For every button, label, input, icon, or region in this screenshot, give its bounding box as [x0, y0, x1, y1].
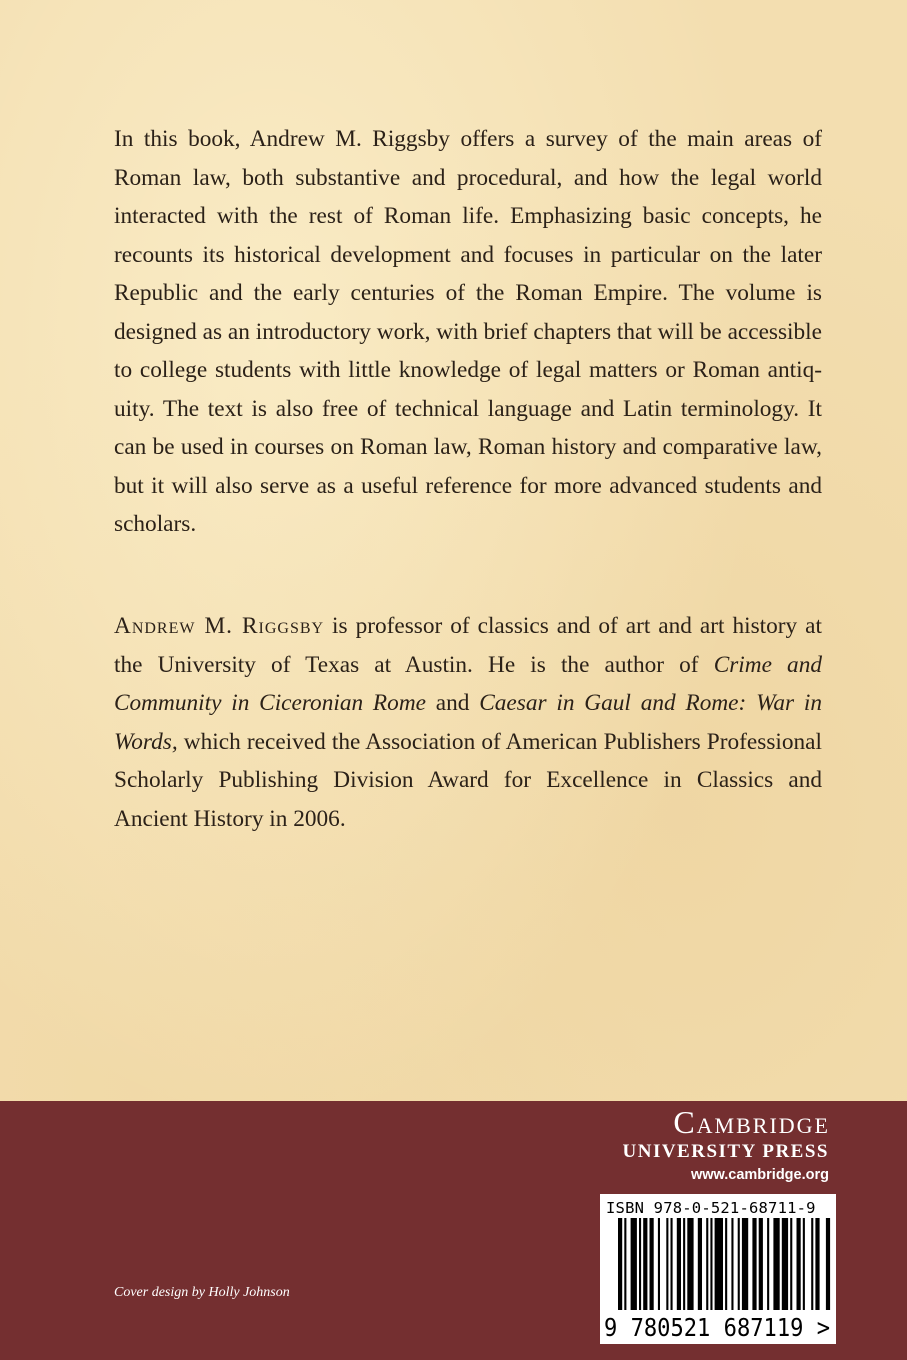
barcode-bar	[797, 1218, 801, 1310]
author-bio	[114, 607, 822, 838]
barcode-bar	[752, 1218, 756, 1310]
barcode-bar	[742, 1218, 748, 1310]
barcode-bar	[715, 1218, 723, 1310]
publisher-logo-subtitle: UNIVERSITY PRESS	[622, 1141, 829, 1162]
barcode-bar	[618, 1218, 622, 1310]
barcode-bar	[725, 1218, 727, 1310]
publisher-logo-title: Cambridge	[673, 1104, 830, 1140]
barcode-bar	[826, 1218, 830, 1310]
barcode-bar	[643, 1218, 647, 1310]
barcode-bar	[790, 1218, 792, 1310]
barcode-bar	[811, 1218, 813, 1310]
book-title-1: Crime and Community in Ciceronian Rome	[114, 651, 822, 716]
barcode-bar	[710, 1218, 712, 1310]
publisher-url: www.cambridge.org	[690, 1167, 829, 1183]
barcode-bar	[698, 1218, 702, 1310]
cover-design-credit: Cover design by Holly Johnson	[114, 1285, 290, 1300]
barcode-bar	[767, 1218, 769, 1310]
barcode-bar	[683, 1218, 685, 1310]
book-title-2: Caesar in Gaul and Rome: War in Words,	[114, 690, 822, 755]
barcode-bar	[658, 1218, 660, 1310]
bio-text-1: is professor of classics and of art and art history at the University of Texas at Austin. He is the author of	[114, 613, 822, 678]
barcode-bar	[624, 1218, 626, 1310]
barcode-bar	[773, 1218, 779, 1310]
barcode-bar	[639, 1218, 641, 1310]
book-description: In this book, Andrew M. Riggsby offers a survey of the main areas of Roman law, both substantive and procedural, and how the legal world interacted with the rest of Roman life. Emphasizing basic concepts, he recounts its historical development and focuses in particular on the later Republic and the early centuries of the Roman Empire. The volume is designed as an introductory work, with brief chapters that will be accessible to college students with little knowledge of legal matters or Roman antiquity. The text is also free of technical language and Latin terminology. It can be used in courses on Roman law, Roman history and comparative law, but it will also serve as a useful reference for more advanced students and scholars.	[114, 126, 822, 537]
barcode-bar	[666, 1218, 668, 1310]
author-name: Andrew M. Riggsby	[114, 613, 325, 639]
barcode-bar	[815, 1218, 819, 1310]
barcode-bars	[618, 1218, 830, 1310]
barcode-bar	[738, 1218, 740, 1310]
barcode-bar	[677, 1218, 681, 1310]
barcode-bar	[706, 1218, 708, 1310]
barcode-digits: 9 780521 687119 >	[604, 1313, 830, 1342]
barcode-bar	[687, 1218, 693, 1310]
bio-text-3: which received the Association of American Publishers Professional Scholarly Publishing Division Award for Excellence in Classics and Ancient History in 2006.	[114, 728, 822, 832]
barcode-icon	[602, 1218, 834, 1342]
barcode-bar	[782, 1218, 788, 1310]
barcode-bar	[759, 1218, 763, 1310]
barcode-bar	[650, 1218, 654, 1310]
bio-text-2: and	[425, 690, 480, 716]
isbn-label: ISBN 978-0-521-68711-9	[606, 1199, 816, 1217]
barcode-bar	[731, 1218, 733, 1310]
barcode-bar	[671, 1218, 673, 1310]
barcode-bar	[631, 1218, 637, 1310]
barcode-bar	[803, 1218, 805, 1310]
